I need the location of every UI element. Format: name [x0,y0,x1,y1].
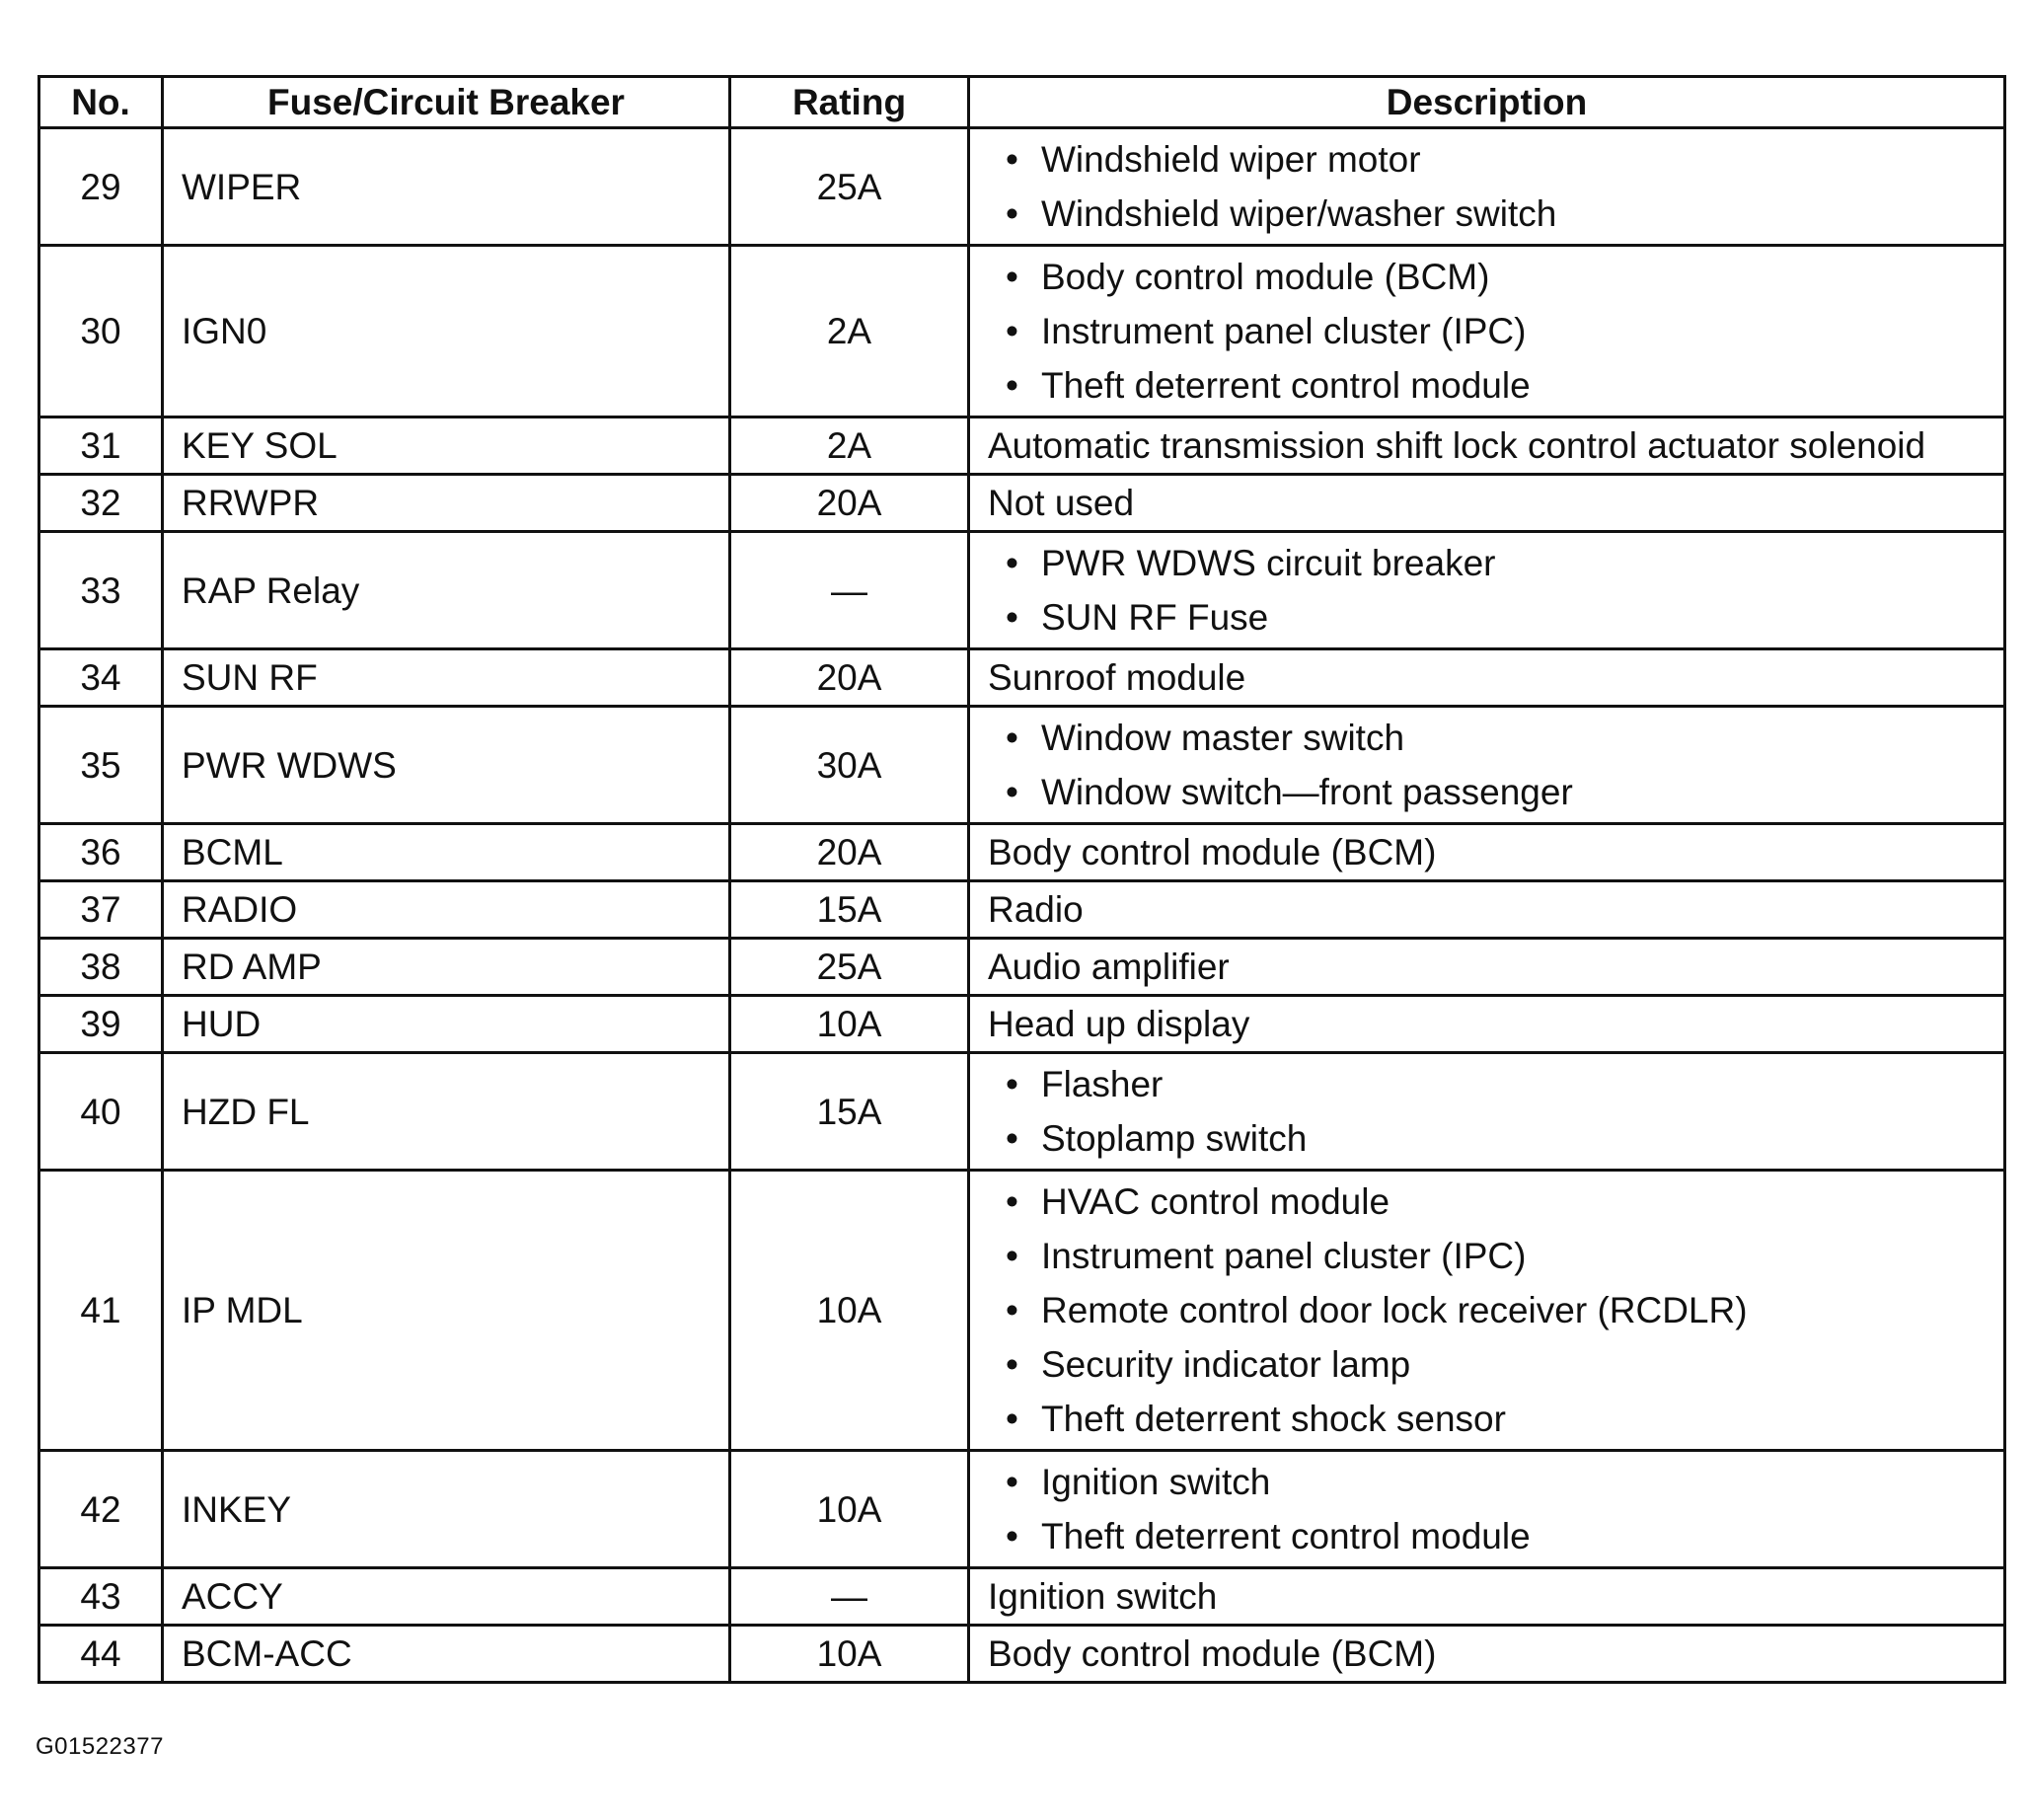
cell-rating: — [730,532,969,649]
description-bullet-list [988,129,2003,244]
table-body [39,128,2005,1683]
description-bullet-item: • Windshield wiper/washer switch [1041,187,2003,241]
cell-fuse: HZD FL [163,1053,730,1171]
cell-fuse: RD AMP [163,939,730,996]
cell-rating: 20A [730,824,969,881]
cell-fuse: WIPER [163,128,730,246]
description-bullet-list [988,533,2003,647]
cell-no: 35 [39,707,163,824]
description-bullet-item: • Stoplamp switch [1041,1111,2003,1166]
cell-rating: 10A [730,1626,969,1683]
cell-no: 44 [39,1626,163,1683]
description-bullet-list [988,247,2003,416]
cell-description [969,707,2005,824]
cell-description: Body control module (BCM) [969,824,2005,881]
cell-no: 43 [39,1568,163,1626]
table-row [39,939,2005,996]
cell-fuse: RRWPR [163,475,730,532]
cell-no: 31 [39,417,163,475]
cell-fuse: PWR WDWS [163,707,730,824]
table-header [39,77,2005,128]
table-row [39,246,2005,417]
description-bullet-list [988,1054,2003,1169]
table-row [39,1171,2005,1451]
description-bullet-item: • Theft deterrent control module [1041,1509,2003,1563]
cell-no: 36 [39,824,163,881]
cell-no: 37 [39,881,163,939]
header-rating: Rating [730,77,969,128]
header-no: No. [39,77,163,128]
cell-description [969,246,2005,417]
table-row [39,881,2005,939]
fuse-table [38,75,2006,1684]
cell-no: 30 [39,246,163,417]
description-bullet-item: • Ignition switch [1041,1455,2003,1509]
cell-fuse: BCM-ACC [163,1626,730,1683]
table-row [39,707,2005,824]
cell-no: 41 [39,1171,163,1451]
table-row [39,475,2005,532]
cell-description [969,1053,2005,1171]
table-row [39,532,2005,649]
description-bullet-item: • HVAC control module [1041,1175,2003,1229]
cell-rating: 2A [730,417,969,475]
cell-no: 38 [39,939,163,996]
cell-no: 42 [39,1451,163,1568]
cell-fuse: RAP Relay [163,532,730,649]
description-bullet-list [988,708,2003,822]
cell-rating: 30A [730,707,969,824]
cell-description: Radio [969,881,2005,939]
description-bullet-item: • SUN RF Fuse [1041,590,2003,645]
table-row [39,1568,2005,1626]
cell-fuse: INKEY [163,1451,730,1568]
cell-fuse: IP MDL [163,1171,730,1451]
cell-description: Head up display [969,996,2005,1053]
cell-fuse: BCML [163,824,730,881]
cell-description: Not used [969,475,2005,532]
cell-no: 39 [39,996,163,1053]
cell-rating: 10A [730,1171,969,1451]
cell-rating: 20A [730,475,969,532]
cell-description [969,1171,2005,1451]
table-row [39,1451,2005,1568]
cell-rating: — [730,1568,969,1626]
description-bullet-item: • Flasher [1041,1057,2003,1111]
cell-fuse: HUD [163,996,730,1053]
cell-fuse: ACCY [163,1568,730,1626]
description-bullet-item: • Windshield wiper motor [1041,132,2003,187]
cell-description: Automatic transmission shift lock control actuator solenoid [969,417,2005,475]
description-bullet-item: • Security indicator lamp [1041,1337,2003,1392]
cell-rating: 10A [730,996,969,1053]
description-bullet-item: • PWR WDWS circuit breaker [1041,536,2003,590]
cell-description [969,1451,2005,1568]
description-bullet-list [988,1172,2003,1449]
description-bullet-item: • Body control module (BCM) [1041,250,2003,304]
cell-rating: 15A [730,881,969,939]
cell-description: Body control module (BCM) [969,1626,2005,1683]
cell-description [969,128,2005,246]
cell-description: Sunroof module [969,649,2005,707]
figure-id: G01522377 [36,1733,164,1760]
cell-rating: 20A [730,649,969,707]
cell-fuse: SUN RF [163,649,730,707]
table-row [39,128,2005,246]
cell-fuse: IGN0 [163,246,730,417]
description-bullet-item: • Theft deterrent shock sensor [1041,1392,2003,1446]
cell-fuse: KEY SOL [163,417,730,475]
cell-no: 32 [39,475,163,532]
table-row [39,649,2005,707]
header-fuse: Fuse/Circuit Breaker [163,77,730,128]
table-row [39,824,2005,881]
cell-rating: 10A [730,1451,969,1568]
cell-description [969,532,2005,649]
cell-description: Ignition switch [969,1568,2005,1626]
cell-no: 34 [39,649,163,707]
cell-no: 29 [39,128,163,246]
header-description: Description [969,77,2005,128]
description-bullet-item: • Window master switch [1041,711,2003,765]
cell-no: 40 [39,1053,163,1171]
description-bullet-item: • Theft deterrent control module [1041,358,2003,413]
description-bullet-list [988,1452,2003,1566]
table-row [39,417,2005,475]
cell-rating: 15A [730,1053,969,1171]
description-bullet-item: • Window switch—front passenger [1041,765,2003,819]
cell-fuse: RADIO [163,881,730,939]
cell-rating: 25A [730,939,969,996]
description-bullet-item: • Instrument panel cluster (IPC) [1041,304,2003,358]
table-row [39,1053,2005,1171]
cell-rating: 25A [730,128,969,246]
table-row [39,996,2005,1053]
table-row [39,1626,2005,1683]
cell-description: Audio amplifier [969,939,2005,996]
header-row [39,77,2005,128]
description-bullet-item: • Remote control door lock receiver (RCDLR) [1041,1283,2003,1337]
description-bullet-item: • Instrument panel cluster (IPC) [1041,1229,2003,1283]
cell-rating: 2A [730,246,969,417]
cell-no: 33 [39,532,163,649]
